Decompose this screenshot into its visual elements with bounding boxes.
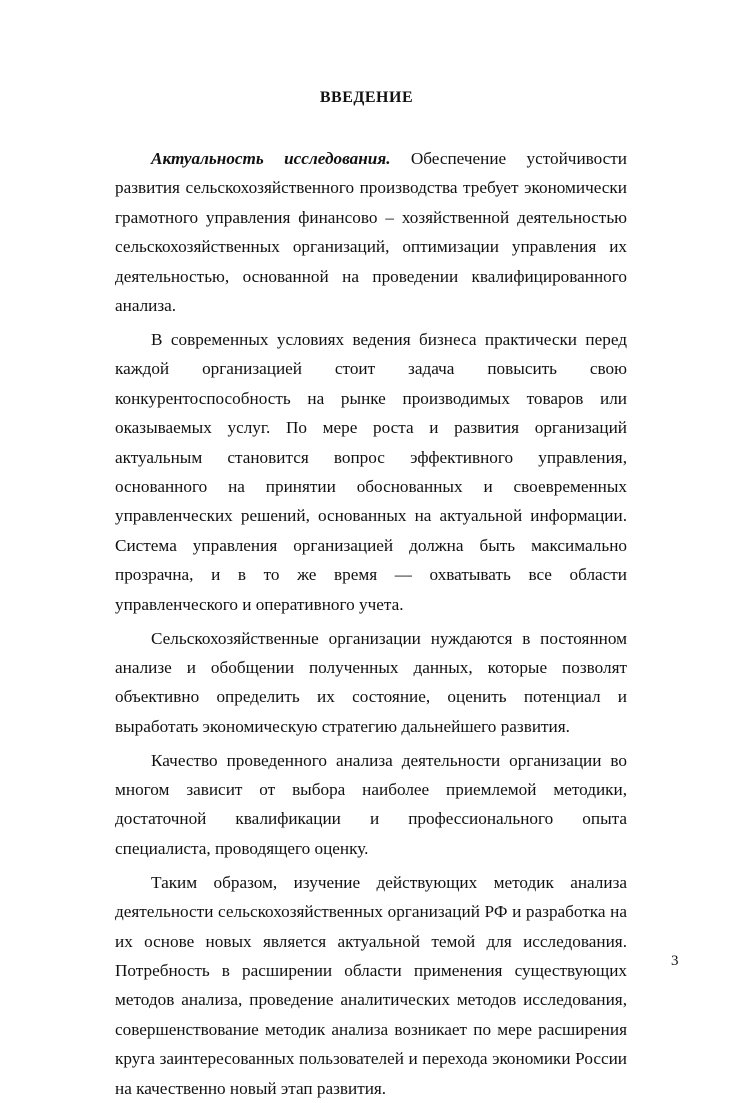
paragraph-4: Качество проведенного анализа деятельности организации во многом зависит от выбора наиболее приемлемой методики, достаточной квалификации и профессионального опыта специалиста, проводящего оценку.: [115, 750, 627, 858]
paragraph-2: В современных условиях ведения бизнеса практически перед каждой организацией стоит задача повысить свою конкурентоспособность на рынке производимых товаров или оказываемых услуг. По мере роста и развития организаций актуальным становится вопрос эффективного управления, основанного на принятии обоснованных и своевременных управленческих решений, основанных на актуальной информации. Система управления организацией должна быть максимально прозрачна, и в то же время — охватывать все области управленческого и оперативного учета.: [115, 329, 627, 614]
paragraph-1: [115, 144, 627, 320]
paragraph-3: Сельскохозяйственные организации нуждаются в постоянном анализе и обобщении полученных данных, которые позволят объективно определить их состояние, оценить потенциал и выработать экономическую стратегию дальнейшего развития.: [115, 628, 627, 736]
body-text: [115, 144, 627, 1103]
paragraph-5: Таким образом, изучение действующих методик анализа деятельности сельскохозяйственных организаций РФ и разработка на их основе новых является актуальной темой для исследования. Потребность в расширении области применения существующих методов анализа, проведение аналитических методов исследования, совершенствование методик анализа возникает по мере расширения круга заинтересованных пользователей и перехода экономики России на качественно новый этап развития.: [115, 872, 627, 1098]
section-heading: ВВЕДЕНИЕ: [319, 89, 414, 106]
lead-phrase: Актуальность исследования.: [151, 149, 391, 168]
page-number: 3: [671, 953, 679, 969]
paragraph-1-text: Обеспечение устойчивости развития сельскохозяйственного производства требует экономически грамотного управления финансово – хозяйственной деятельностью сельскохозяйственных организаций, оптимизации управления их деятельностью, основанной на проведении квалифицированного анализа.: [115, 149, 628, 316]
